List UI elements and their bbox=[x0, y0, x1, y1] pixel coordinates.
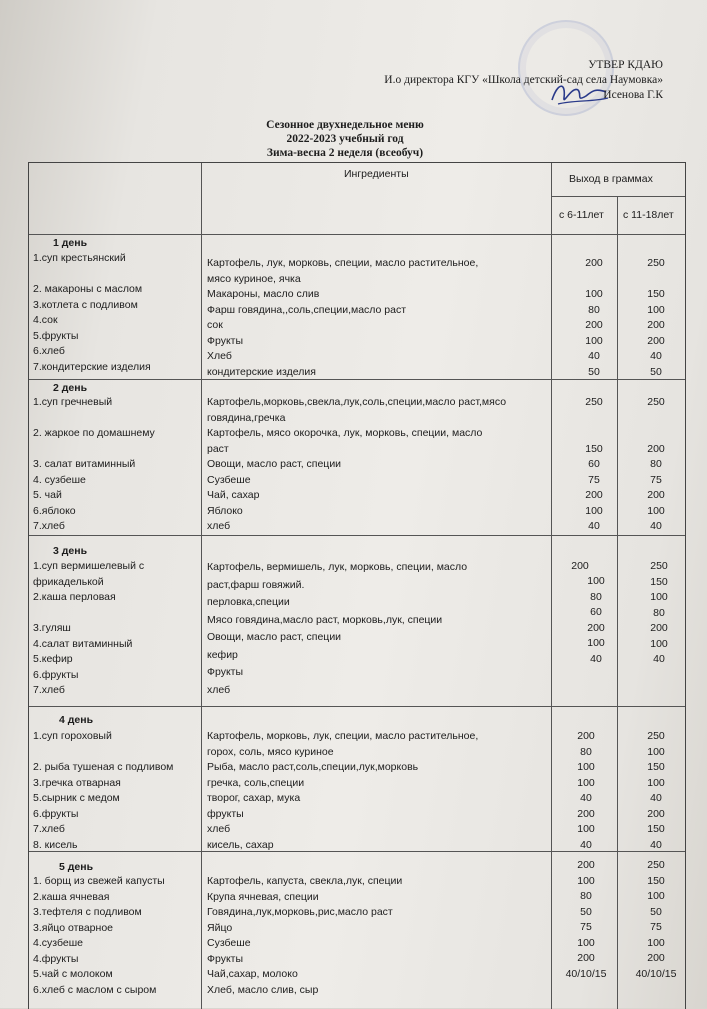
header-output: Выход в граммах bbox=[569, 173, 653, 185]
dish-name bbox=[33, 267, 151, 283]
ingredient-line: Фрукты bbox=[207, 334, 244, 347]
grams-value: 40 bbox=[588, 520, 600, 532]
ingredient-line: сок bbox=[207, 319, 223, 331]
dish-name bbox=[33, 411, 155, 427]
approval-name: Исенова Г.К bbox=[603, 89, 663, 101]
grams-value: 50 bbox=[588, 365, 600, 378]
day-label: 1 день bbox=[53, 237, 88, 249]
dish-name: 3.гуляш bbox=[33, 622, 71, 634]
grams-value: 50 bbox=[650, 905, 662, 918]
grams-value: 40 bbox=[650, 792, 662, 804]
title-line-2: 2022-2023 учебный год bbox=[286, 133, 404, 145]
grams-value: 250 bbox=[585, 396, 603, 408]
grams-value: 250 bbox=[647, 257, 665, 269]
ingredient-line: Крупа ячневая, специи bbox=[207, 890, 319, 903]
grams-6-11 bbox=[569, 574, 623, 667]
grams-6-11 bbox=[559, 729, 613, 853]
dish-name: 1.суп гороховый bbox=[33, 730, 112, 742]
grams-value: 40/10/15 bbox=[565, 967, 607, 980]
grams-value: 250 bbox=[647, 859, 665, 871]
ingredient-line: Овощи, масло раст, специи bbox=[207, 631, 342, 643]
dish-name: фрикаделькой bbox=[33, 575, 104, 588]
ingredient-line: кондитерские изделия bbox=[207, 365, 316, 378]
grams-value bbox=[567, 411, 621, 427]
grams-value: 50 bbox=[650, 365, 662, 378]
grams-value: 200 bbox=[577, 952, 595, 964]
dish-name: 4.салат витаминный bbox=[33, 637, 133, 650]
ingredient-line: Картофель, мясо окорочка, лук, морковь, специи, масло bbox=[207, 427, 483, 439]
ingredient-line: Мясо говядина,масло раст, морковь,лук, специи bbox=[207, 613, 443, 626]
dish-name: 8. кисель bbox=[33, 838, 78, 851]
dish-name: 7.хлеб bbox=[33, 823, 65, 835]
grams-value: 100 bbox=[647, 776, 665, 789]
dish-name: 1. борщ из свежей капусты bbox=[33, 875, 165, 887]
grams-value: 200 bbox=[647, 442, 665, 455]
grams-value: 200 bbox=[585, 257, 603, 269]
ingredient-line: Хлеб, масло слив, сыр bbox=[207, 983, 319, 996]
grams-value: 200 bbox=[577, 730, 595, 742]
ingredient-line: Яйцо bbox=[207, 921, 233, 934]
dish-name: 6.фрукты bbox=[33, 668, 79, 681]
day-dishes bbox=[33, 251, 151, 375]
column-divider bbox=[551, 163, 552, 1009]
dish-name: 2. макароны с маслом bbox=[33, 283, 143, 295]
grams-value bbox=[567, 272, 621, 288]
ingredient-line: перловка,специи bbox=[207, 596, 290, 608]
grams-value: 200 bbox=[585, 489, 603, 501]
title-line-3: Зима-весна 2 неделя (всеобуч) bbox=[266, 147, 424, 159]
grams-value: 100 bbox=[647, 745, 665, 758]
dish-name: 5. чай bbox=[33, 489, 62, 501]
grams-11-18 bbox=[629, 729, 683, 853]
grams-value: 40 bbox=[588, 350, 600, 362]
grams-value: 200 bbox=[577, 807, 595, 820]
ingredient-line: раст bbox=[207, 442, 229, 455]
grams-value: 40/10/15 bbox=[635, 967, 677, 980]
grams-value: 75 bbox=[650, 921, 662, 933]
grams-value: 250 bbox=[647, 396, 665, 408]
ingredient-line: Сузбеше bbox=[207, 473, 251, 486]
grams-value: 150 bbox=[647, 288, 665, 300]
grams-value: 200 bbox=[650, 622, 668, 634]
grams-value: 100 bbox=[647, 303, 665, 316]
grams-value: 250 bbox=[647, 730, 665, 742]
dish-name: 5.сырник с медом bbox=[33, 792, 120, 804]
grams-6-11 bbox=[553, 559, 607, 575]
grams-value: 100 bbox=[577, 874, 595, 887]
day-ingredients bbox=[207, 729, 478, 853]
ingredient-line: мясо куриное, ячка bbox=[207, 272, 301, 285]
ingredient-line: творог, сахар, мука bbox=[207, 792, 301, 804]
ingredient-line: Сузбеше bbox=[207, 937, 251, 949]
grams-value: 100 bbox=[650, 591, 668, 603]
grams-value: 80 bbox=[588, 303, 600, 316]
grams-value bbox=[567, 426, 621, 442]
grams-value bbox=[629, 426, 683, 442]
grams-value: 40 bbox=[580, 838, 592, 851]
grams-value: 150 bbox=[585, 442, 603, 455]
grams-value: 80 bbox=[590, 590, 602, 603]
grams-value: 150 bbox=[647, 761, 665, 773]
grams-value: 150 bbox=[647, 874, 665, 887]
grams-value: 100 bbox=[585, 288, 603, 300]
ingredient-line: хлеб bbox=[207, 823, 231, 835]
dish-name: 5.фрукты bbox=[33, 329, 79, 342]
grams-value: 40 bbox=[650, 350, 662, 362]
grams-value: 150 bbox=[647, 823, 665, 835]
grams-value: 200 bbox=[647, 319, 665, 331]
ingredient-line: кисель, сахар bbox=[207, 838, 274, 851]
grams-value: 100 bbox=[587, 637, 605, 649]
grams-value: 100 bbox=[587, 575, 605, 587]
day-dishes bbox=[33, 395, 155, 535]
dish-name: 5.чай с молоком bbox=[33, 968, 113, 980]
grams-value: 40 bbox=[650, 520, 662, 532]
day-dishes bbox=[33, 729, 173, 853]
approval-block bbox=[303, 58, 663, 103]
grams-value: 80 bbox=[650, 458, 662, 470]
grams-11-18 bbox=[632, 559, 686, 668]
day-label: 5 день bbox=[59, 861, 94, 873]
grams-value: 200 bbox=[647, 334, 665, 347]
dish-name: 7.хлеб bbox=[33, 684, 65, 696]
row-divider bbox=[551, 196, 685, 197]
column-divider bbox=[201, 163, 202, 1009]
row-divider bbox=[29, 535, 685, 536]
grams-value: 200 bbox=[647, 952, 665, 964]
grams-value: 100 bbox=[585, 504, 603, 517]
header-age-11-18: с 11-18лет bbox=[623, 209, 674, 221]
grams-value: 200 bbox=[647, 807, 665, 820]
row-divider bbox=[29, 706, 685, 707]
day-ingredients bbox=[207, 559, 467, 699]
ingredient-line: кефир bbox=[207, 648, 238, 661]
grams-value: 150 bbox=[650, 575, 668, 588]
ingredient-line: Рыба, масло раст,соль,специи,лук,морковь bbox=[207, 761, 419, 773]
dish-name: 4.сузбеше bbox=[33, 937, 83, 949]
dish-name: 3.яйцо отварное bbox=[33, 921, 113, 934]
header-age-6-11: с 6-11лет bbox=[559, 209, 604, 221]
grams-value: 100 bbox=[647, 890, 665, 902]
grams-value: 100 bbox=[647, 936, 665, 949]
ingredient-line: Хлеб bbox=[207, 350, 232, 362]
grams-value bbox=[629, 272, 683, 288]
grams-value: 200 bbox=[585, 319, 603, 331]
day-label: 3 день bbox=[53, 545, 88, 557]
grams-value: 60 bbox=[590, 606, 602, 618]
dish-name: 2. жаркое по домашнему bbox=[33, 427, 155, 439]
approval-title: УТВЕР КДАЮ bbox=[588, 59, 663, 71]
document-title bbox=[180, 118, 510, 160]
dish-name: 6.фрукты bbox=[33, 807, 79, 820]
grams-value: 250 bbox=[650, 560, 668, 572]
grams-value bbox=[629, 411, 683, 427]
day-ingredients bbox=[207, 874, 402, 998]
dish-name: 1.суп вермишелевый с bbox=[33, 560, 145, 572]
grams-value: 200 bbox=[577, 859, 595, 871]
dish-name bbox=[33, 442, 155, 458]
ingredient-line: Чай,сахар, молоко bbox=[207, 968, 298, 980]
grams-11-18 bbox=[629, 256, 683, 380]
row-divider bbox=[29, 234, 685, 235]
grams-value: 200 bbox=[647, 489, 665, 501]
dish-name: 4.фрукты bbox=[33, 952, 79, 965]
grams-value: 60 bbox=[588, 458, 600, 470]
grams-value: 100 bbox=[647, 504, 665, 517]
ingredient-line: Яблоко bbox=[207, 504, 243, 517]
grams-value: 100 bbox=[650, 637, 668, 650]
ingredient-line: Овощи, масло раст, специи bbox=[207, 458, 342, 470]
dish-name: 2.каша ячневая bbox=[33, 890, 110, 903]
grams-value: 50 bbox=[580, 905, 592, 918]
dish-name: 3.котлета с подливом bbox=[33, 298, 138, 311]
dish-name: 3.тефтеля с подливом bbox=[33, 906, 142, 918]
grams-value: 80 bbox=[580, 745, 592, 758]
ingredient-line: хлеб bbox=[207, 520, 231, 532]
grams-value: 100 bbox=[577, 936, 595, 949]
day-dishes bbox=[33, 559, 144, 699]
ingredient-line: фрукты bbox=[207, 807, 244, 820]
ingredient-line: Картофель,морковь,свекла,лук,соль,специи,масло раст,мясо bbox=[207, 396, 507, 408]
dish-name: 3.гречка отварная bbox=[33, 776, 121, 789]
ingredient-line: гречка, соль,специи bbox=[207, 776, 305, 789]
ingredient-line: Фрукты bbox=[207, 952, 244, 965]
title-line-1: Сезонное двухнедельное меню bbox=[266, 119, 424, 131]
grams-value: 200 bbox=[571, 560, 589, 572]
ingredient-line: Фарш говядина,,соль,специи,масло раст bbox=[207, 303, 407, 316]
grams-value: 100 bbox=[577, 776, 595, 789]
day-label: 4 день bbox=[59, 714, 94, 726]
ingredient-line: Макароны, масло слив bbox=[207, 288, 320, 300]
dish-name: 1.суп крестьянский bbox=[33, 252, 126, 264]
dish-name: 4. сузбеше bbox=[33, 473, 86, 486]
ingredient-line: Картофель, лук, морковь, специи, масло растительное, bbox=[207, 257, 479, 269]
grams-value: 40 bbox=[590, 652, 602, 665]
ingredient-line: Картофель, вермишель, лук, морковь, специи, масло bbox=[207, 561, 468, 573]
grams-value: 75 bbox=[580, 921, 592, 933]
grams-11-18 bbox=[629, 858, 683, 982]
grams-6-11 bbox=[567, 395, 621, 535]
dish-name: 2. рыба тушеная с подливом bbox=[33, 761, 174, 773]
day-dishes bbox=[33, 874, 165, 998]
dish-name bbox=[33, 606, 144, 622]
ingredient-line: горох, соль, мясо куриное bbox=[207, 745, 334, 758]
dish-name: 4.сок bbox=[33, 314, 58, 326]
grams-value: 40 bbox=[653, 653, 665, 665]
dish-name: 1.суп гречневый bbox=[33, 396, 113, 408]
ingredient-line: Картофель, капуста, свекла,лук, специи bbox=[207, 875, 403, 887]
dish-name: 6.хлеб с маслом с сыром bbox=[33, 983, 157, 996]
grams-value: 40 bbox=[580, 792, 592, 804]
dish-name: 5.кефир bbox=[33, 653, 73, 665]
dish-name: 7.кондитерские изделия bbox=[33, 360, 151, 373]
header-ingredients: Ингредиенты bbox=[344, 168, 409, 180]
day-label: 2 день bbox=[53, 382, 88, 394]
approval-line: И.о директора КГУ «Школа детский-сад села Наумовка» bbox=[384, 74, 663, 86]
dish-name: 6.яблоко bbox=[33, 504, 76, 517]
ingredient-line: Картофель, морковь, лук, специи, масло растительное, bbox=[207, 730, 479, 742]
grams-value: 100 bbox=[577, 761, 595, 773]
dish-name: 6.хлеб bbox=[33, 345, 65, 357]
grams-value: 40 bbox=[650, 838, 662, 851]
ingredient-line: Говядина,лук,морковь,рис,масло раст bbox=[207, 906, 393, 918]
grams-value: 100 bbox=[577, 823, 595, 835]
ingredient-line: раст,фарш говяжий. bbox=[207, 578, 305, 591]
dish-name: 7.хлеб bbox=[33, 520, 65, 532]
menu-table bbox=[28, 162, 686, 1009]
day-ingredients bbox=[207, 395, 506, 535]
dish-name: 3. салат витаминный bbox=[33, 458, 136, 470]
ingredient-line: Чай, сахар bbox=[207, 489, 260, 501]
grams-6-11 bbox=[559, 858, 613, 982]
grams-value: 200 bbox=[587, 621, 605, 634]
grams-value: 100 bbox=[585, 334, 603, 347]
ingredient-line: говядина,гречка bbox=[207, 411, 286, 424]
grams-value: 80 bbox=[653, 606, 665, 619]
grams-value: 75 bbox=[650, 473, 662, 486]
grams-value: 80 bbox=[580, 890, 592, 902]
grams-11-18 bbox=[629, 395, 683, 535]
dish-name bbox=[33, 745, 173, 761]
ingredient-line: хлеб bbox=[207, 683, 231, 696]
day-ingredients bbox=[207, 256, 478, 380]
grams-6-11 bbox=[567, 256, 621, 380]
grams-value: 75 bbox=[588, 473, 600, 486]
dish-name: 2.каша перловая bbox=[33, 591, 116, 603]
ingredient-line: Фрукты bbox=[207, 666, 244, 678]
